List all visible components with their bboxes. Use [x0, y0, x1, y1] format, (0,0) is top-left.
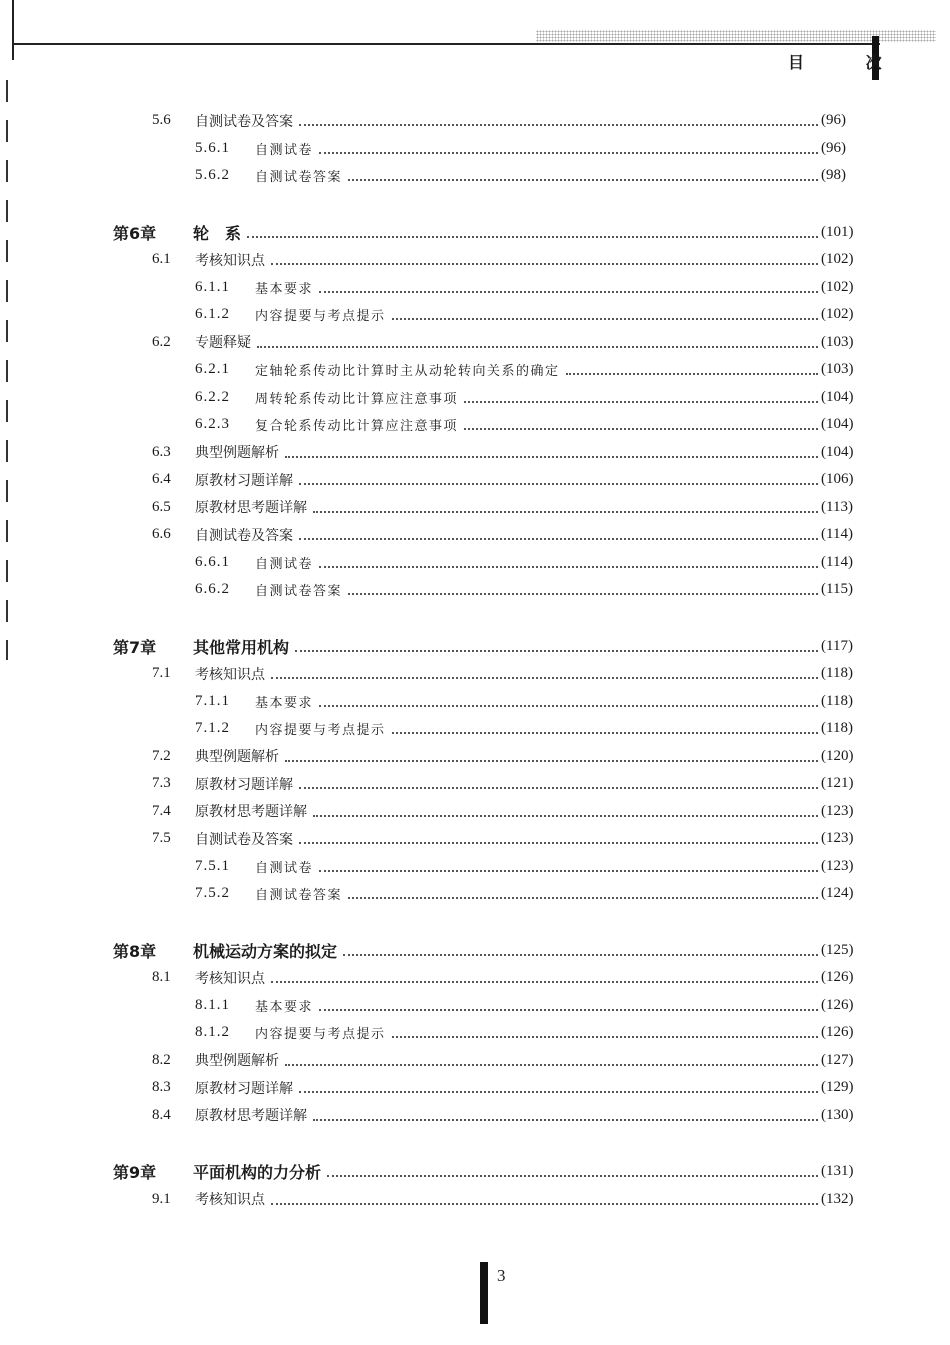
toc-entry-page: (101): [818, 224, 854, 241]
toc-entry-page: (102): [818, 306, 854, 323]
toc-entry[interactable]: [0, 743, 950, 771]
toc-entry-number: 第8章: [113, 941, 157, 961]
toc-leader-dots: [299, 537, 818, 540]
toc-entry-number: 第7章: [113, 637, 157, 657]
toc-chapter-entry[interactable]: [0, 937, 950, 965]
toc-entry[interactable]: [0, 494, 950, 522]
toc-entry-number: 第9章: [113, 1163, 157, 1183]
toc-entry-number: 7.5: [152, 830, 171, 847]
toc-entry-number: 8.1.2: [195, 1024, 230, 1041]
toc-entry[interactable]: [0, 1047, 950, 1075]
toc-leader-dots: [319, 869, 818, 872]
toc-entry-page: (113): [818, 499, 853, 516]
toc-entry-title: 自测试卷及答案: [195, 829, 297, 849]
toc-entry-page: (123): [818, 830, 854, 847]
toc-entry-title: 自测试卷: [255, 553, 317, 572]
toc-entry-number: 5.6.1: [195, 139, 230, 156]
toc-leader-dots: [299, 1090, 818, 1093]
toc-entry-page: (96): [818, 140, 846, 157]
toc-entry[interactable]: [0, 411, 950, 439]
toc-leader-dots: [295, 649, 818, 652]
toc-leader-dots: [464, 400, 818, 403]
toc-leader-dots: [271, 262, 818, 265]
table-of-contents: [0, 107, 950, 1242]
toc-entry-page: (120): [818, 748, 854, 765]
toc-entry-page: (121): [818, 775, 854, 792]
toc-entry-title: 自测试卷及答案: [195, 525, 297, 545]
toc-entry[interactable]: [0, 439, 950, 467]
toc-entry[interactable]: [0, 135, 950, 163]
toc-entry-number: 5.6.2: [195, 167, 230, 184]
toc-entry-number: 7.3: [152, 775, 171, 792]
toc-entry[interactable]: [0, 964, 950, 992]
toc-leader-dots: [257, 345, 818, 348]
toc-entry-number: 8.4: [152, 1106, 171, 1123]
toc-entry-page: (132): [818, 1191, 854, 1208]
toc-entry-page: (114): [818, 526, 853, 543]
toc-entry-title: 原教材习题详解: [195, 1078, 297, 1098]
toc-leader-dots: [464, 427, 818, 430]
toc-entry-title: 轮 系: [193, 221, 245, 244]
toc-leader-dots: [285, 1063, 818, 1066]
toc-entry-number: 6.2.3: [195, 416, 230, 433]
toc-entry-page: (102): [818, 279, 854, 296]
toc-leader-dots: [319, 565, 818, 568]
toc-entry[interactable]: [0, 798, 950, 826]
toc-leader-dots: [319, 290, 818, 293]
toc-leader-dots: [299, 786, 818, 789]
toc-entry-title: 其他常用机构: [193, 635, 293, 658]
toc-entry-page: (131): [818, 1163, 854, 1180]
toc-entry-page: (118): [818, 720, 853, 737]
toc-leader-dots: [271, 676, 818, 679]
toc-entry-title: 自测试卷答案: [255, 166, 346, 185]
toc-entry-page: (126): [818, 969, 854, 986]
toc-entry-title: 机械运动方案的拟定: [193, 939, 341, 962]
toc-leader-dots: [348, 178, 818, 181]
toc-entry[interactable]: [0, 1074, 950, 1102]
toc-entry[interactable]: [0, 329, 950, 357]
toc-entry-page: (103): [818, 361, 854, 378]
toc-entry[interactable]: [0, 770, 950, 798]
toc-leader-dots: [271, 1202, 818, 1205]
toc-entry-title: 定轴轮系传动比计算时主从动轮转向关系的确定: [255, 360, 564, 379]
toc-entry[interactable]: [0, 715, 950, 743]
toc-entry-number: 第6章: [113, 223, 157, 243]
toc-entry-title: 周转轮系传动比计算应注意事项: [255, 388, 462, 407]
toc-leader-dots: [319, 704, 818, 707]
toc-entry-title: 典型例题解析: [195, 746, 283, 766]
toc-section: [0, 107, 950, 190]
toc-entry-number: 7.4: [152, 802, 171, 819]
toc-entry[interactable]: [0, 107, 950, 135]
toc-entry-title: 典型例题解析: [195, 442, 283, 462]
toc-leader-dots: [285, 455, 818, 458]
toc-entry-title: 自测试卷: [255, 139, 317, 158]
toc-entry-title: 考核知识点: [195, 968, 269, 988]
page-number: 3: [497, 1266, 506, 1285]
toc-entry-page: (123): [818, 858, 854, 875]
toc-section: [0, 1158, 950, 1213]
toc-entry-page: (126): [818, 1024, 854, 1041]
toc-entry-number: 6.3: [152, 443, 171, 460]
toc-leader-dots: [299, 482, 818, 485]
toc-leader-dots: [247, 235, 818, 238]
toc-entry-number: 6.2.1: [195, 361, 230, 378]
toc-entry[interactable]: [0, 660, 950, 688]
toc-entry-number: 6.4: [152, 471, 171, 488]
toc-leader-dots: [299, 841, 818, 844]
toc-chapter-entry[interactable]: [0, 633, 950, 661]
toc-entry[interactable]: [0, 1102, 950, 1130]
toc-leader-dots: [299, 123, 818, 126]
toc-entry-number: 7.1.1: [195, 692, 230, 709]
toc-entry-title: 自测试卷: [255, 857, 317, 876]
toc-entry-number: 7.5.2: [195, 885, 230, 902]
toc-entry[interactable]: [0, 1186, 950, 1214]
toc-leader-dots: [313, 510, 818, 513]
toc-entry-title: 原教材习题详解: [195, 774, 297, 794]
toc-leader-dots: [319, 151, 818, 154]
toc-entry-title: 考核知识点: [195, 1189, 269, 1209]
toc-entry-page: (118): [818, 693, 853, 710]
toc-entry-number: 7.5.1: [195, 857, 230, 874]
toc-entry[interactable]: [0, 521, 950, 549]
toc-entry-page: (127): [818, 1052, 854, 1069]
toc-entry-page: (106): [818, 471, 854, 488]
toc-entry[interactable]: [0, 466, 950, 494]
toc-entry-number: 6.1.1: [195, 278, 230, 295]
toc-entry[interactable]: [0, 384, 950, 412]
toc-entry-number: 8.1.1: [195, 996, 230, 1013]
toc-entry[interactable]: [0, 274, 950, 302]
toc-leader-dots: [392, 1035, 818, 1038]
toc-entry-number: 7.2: [152, 747, 171, 764]
toc-leader-dots: [271, 980, 818, 983]
toc-entry-number: 9.1: [152, 1190, 171, 1207]
toc-entry-title: 自测试卷答案: [255, 580, 346, 599]
toc-entry-title: 基本要求: [255, 996, 317, 1015]
toc-entry-page: (115): [818, 581, 853, 598]
toc-section: [0, 937, 950, 1130]
toc-entry-title: 内容提要与考点提示: [255, 305, 390, 324]
toc-entry-page: (123): [818, 803, 854, 820]
toc-entry[interactable]: [0, 246, 950, 274]
toc-entry-number: 6.6: [152, 526, 171, 543]
toc-entry[interactable]: [0, 992, 950, 1020]
toc-entry-page: (130): [818, 1107, 854, 1124]
toc-entry-page: (118): [818, 665, 853, 682]
toc-entry[interactable]: [0, 880, 950, 908]
toc-entry-title: 原教材思考题详解: [195, 801, 311, 821]
toc-entry-title: 自测试卷答案: [255, 884, 346, 903]
toc-entry-number: 6.2: [152, 333, 171, 350]
running-header-title: 目 次: [788, 53, 910, 72]
page-edge-mark: [12, 0, 14, 60]
toc-entry[interactable]: [0, 1019, 950, 1047]
toc-entry-title: 原教材习题详解: [195, 470, 297, 490]
toc-entry-page: (124): [818, 885, 854, 902]
toc-entry-page: (117): [818, 638, 853, 655]
toc-entry-title: 自测试卷及答案: [195, 111, 297, 131]
toc-entry-title: 典型例题解析: [195, 1050, 283, 1070]
toc-leader-dots: [313, 1118, 818, 1121]
toc-entry-number: 6.1.2: [195, 306, 230, 323]
toc-entry-page: (96): [818, 112, 846, 129]
toc-entry[interactable]: [0, 825, 950, 853]
toc-entry-number: 6.5: [152, 498, 171, 515]
toc-entry-number: 6.2.2: [195, 388, 230, 405]
toc-entry[interactable]: [0, 301, 950, 329]
toc-entry-title: 基本要求: [255, 278, 317, 297]
toc-entry-title: 平面机构的力分析: [193, 1160, 325, 1183]
toc-entry-title: 内容提要与考点提示: [255, 1023, 390, 1042]
toc-leader-dots: [327, 1174, 818, 1177]
toc-entry-number: 8.3: [152, 1079, 171, 1096]
toc-entry[interactable]: [0, 356, 950, 384]
toc-section: [0, 633, 950, 908]
toc-entry-title: 考核知识点: [195, 664, 269, 684]
toc-entry-page: (126): [818, 997, 854, 1014]
toc-leader-dots: [285, 759, 818, 762]
toc-entry-number: 6.1: [152, 251, 171, 268]
toc-entry-page: (104): [818, 444, 854, 461]
toc-leader-dots: [313, 814, 818, 817]
toc-leader-dots: [343, 953, 818, 956]
toc-entry-page: (104): [818, 389, 854, 406]
toc-entry[interactable]: [0, 688, 950, 716]
toc-leader-dots: [392, 731, 818, 734]
toc-entry-title: 原教材思考题详解: [195, 1105, 311, 1125]
toc-entry-number: 8.1: [152, 969, 171, 986]
toc-entry-title: 考核知识点: [195, 250, 269, 270]
toc-entry-title: 原教材思考题详解: [195, 497, 311, 517]
toc-entry-title: 复合轮系传动比计算应注意事项: [255, 415, 462, 434]
header-rule: [12, 43, 880, 45]
toc-entry[interactable]: [0, 576, 950, 604]
toc-leader-dots: [319, 1008, 818, 1011]
toc-entry-number: 7.1.2: [195, 720, 230, 737]
toc-entry-title: 专题释疑: [195, 332, 255, 352]
toc-leader-dots: [348, 592, 818, 595]
toc-entry[interactable]: [0, 853, 950, 881]
toc-entry-page: (129): [818, 1079, 854, 1096]
toc-entry[interactable]: [0, 162, 950, 190]
toc-chapter-entry[interactable]: [0, 1158, 950, 1186]
footer-bar: [480, 1262, 488, 1324]
toc-entry-page: (103): [818, 334, 854, 351]
toc-entry-page: (98): [818, 167, 846, 184]
toc-entry-page: (102): [818, 251, 854, 268]
toc-leader-dots: [392, 317, 818, 320]
toc-entry[interactable]: [0, 549, 950, 577]
toc-entry-title: 内容提要与考点提示: [255, 719, 390, 738]
toc-entry-page: (114): [818, 554, 853, 571]
toc-leader-dots: [348, 896, 818, 899]
toc-section: [0, 219, 950, 604]
toc-entry-number: 6.6.1: [195, 553, 230, 570]
toc-entry-page: (125): [818, 942, 854, 959]
toc-entry-page: (104): [818, 416, 854, 433]
toc-chapter-entry[interactable]: [0, 219, 950, 247]
toc-entry-number: 5.6: [152, 112, 171, 129]
toc-entry-title: 基本要求: [255, 692, 317, 711]
toc-entry-number: 6.6.2: [195, 581, 230, 598]
toc-leader-dots: [566, 372, 818, 375]
toc-entry-number: 7.1: [152, 665, 171, 682]
toc-entry-number: 8.2: [152, 1051, 171, 1068]
